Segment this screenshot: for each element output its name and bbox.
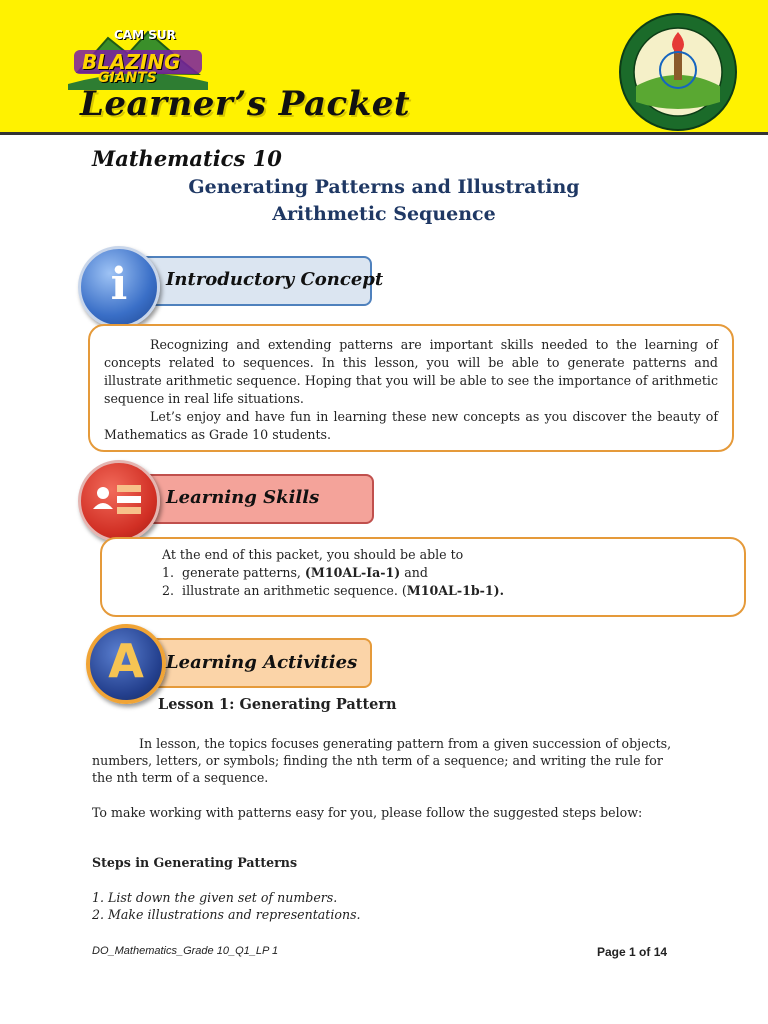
- logo-sub-text: GIANTS: [98, 70, 157, 86]
- skill-item-1: 1. generate patterns, (M10AL-Ia-1) and: [162, 565, 428, 580]
- lesson-title: [0, 174, 768, 228]
- lesson-heading: Lesson 1: Generating Pattern: [158, 696, 397, 713]
- activities-a-icon: A: [86, 624, 166, 704]
- intro-concept-label: Introductory Concept: [166, 269, 384, 290]
- step-2: 2. Make illustrations and representations.: [92, 907, 361, 922]
- footer-document-code: DO_Mathematics_Grade 10_Q1_LP 1: [92, 945, 279, 957]
- step-1: 1. List down the given set of numbers.: [92, 890, 338, 905]
- footer-page-number: Page 1 of 14: [597, 945, 668, 959]
- lesson-paragraph-2: To make working with patterns easy for you, please follow the suggested steps below:: [92, 805, 643, 820]
- logo-top-text: CAM SUR: [114, 28, 176, 42]
- lesson-paragraph-1: In lesson, the topics focuses generating pattern from a given succession of objects, numbers, letters, or symbols; finding the nth term of a sequence; and writing the rule for the nth term of a sequence.: [92, 736, 672, 785]
- learning-activities-label: Learning Activities: [166, 652, 358, 673]
- lesson-title-line-1: Generating Patterns and Illustrating: [188, 176, 580, 198]
- info-icon: i: [78, 246, 160, 328]
- skills-list-icon: [78, 460, 160, 542]
- steps-heading: Steps in Generating Patterns: [92, 855, 298, 870]
- header-banner: [0, 0, 768, 135]
- intro-paragraph-2: Let’s enjoy and have fun in learning these new concepts as you discover the beauty of Mathematics as Grade 10 students.: [104, 409, 718, 442]
- intro-paragraph-1: Recognizing and extending patterns are important skills needed to the learning of concepts related to sequences. In this lesson, you will be able to generate patterns and illustrate arithmetic sequence. Hoping that you will be able to see the importance of arithmetic sequence in real life situations.: [104, 337, 718, 406]
- learning-skills-box: [100, 537, 746, 617]
- lesson-title-line-2: Arithmetic Sequence: [272, 203, 496, 225]
- cam-sur-blazing-giants-logo: [68, 24, 208, 90]
- learning-skills-label: Learning Skills: [166, 487, 320, 508]
- logo-main-text: BLAZING: [82, 50, 181, 74]
- skill-item-2: 2. illustrate an arithmetic sequence. (M10AL-1b-1).: [162, 583, 505, 598]
- packet-title: Learner’s Packet: [80, 84, 411, 124]
- skills-lead: At the end of this packet, you should be able to: [162, 547, 464, 562]
- subject-title: Mathematics 10: [92, 146, 282, 171]
- division-seal: [618, 12, 738, 132]
- intro-concept-box: [88, 324, 734, 452]
